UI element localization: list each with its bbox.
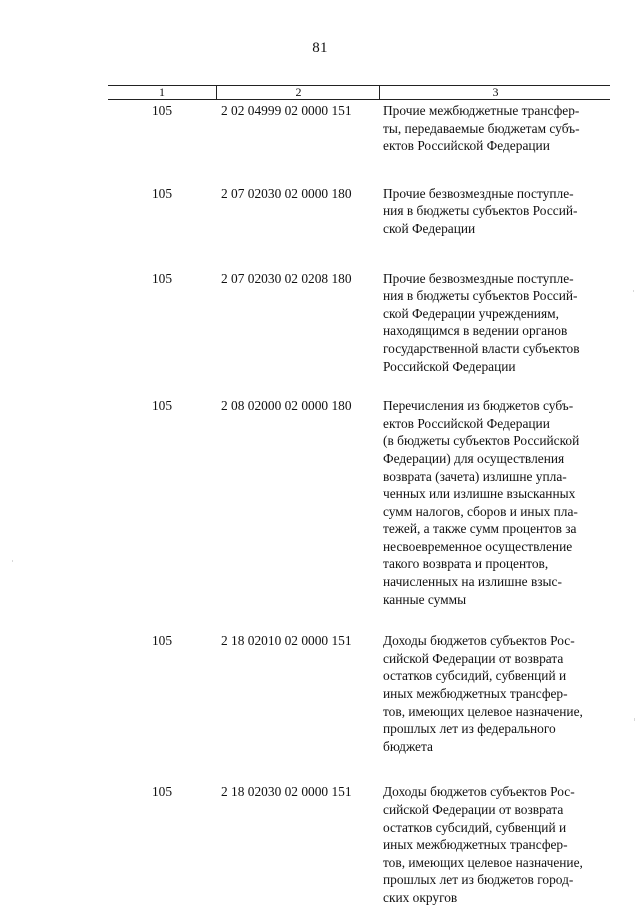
description-line: остатков субсидий, субвенций и (383, 819, 567, 835)
description-line: Прочие безвозмездные поступле- (383, 270, 574, 286)
description-line: сийской Федерации от возврата (383, 802, 564, 817)
budget-classification-code: 2 18 02030 02 0000 151 (221, 784, 352, 800)
description-line: прошлых лет из бюджетов город- (383, 872, 574, 888)
table-row (108, 185, 610, 238)
description-line: такого возврата и процентов, (383, 556, 549, 572)
admin-code: 105 (151, 270, 173, 286)
income-description (383, 270, 610, 376)
table-row (108, 397, 610, 608)
income-description (383, 185, 610, 238)
table-body (108, 102, 610, 907)
scan-speck (633, 290, 634, 292)
description-line: канные суммы (383, 591, 467, 607)
description-line: Перечисления из бюджетов субъ- (383, 398, 574, 414)
table-row (108, 102, 610, 155)
description-line: ской Федерации учреждениям, (383, 305, 559, 321)
table-row (108, 632, 610, 755)
budget-classification-code: 2 02 04999 02 0000 151 (221, 103, 352, 118)
table-row (108, 783, 610, 906)
description-line: (в бюджеты субъектов Российской (383, 433, 580, 449)
description-line: тов, имеющих целевое назначение, (383, 703, 583, 719)
admin-code: 105 (151, 185, 173, 201)
admin-code: 105 (151, 398, 173, 414)
page-number: 81 (312, 40, 328, 56)
budget-classification-code: 2 18 02010 02 0000 151 (221, 633, 352, 649)
description-line: находящимся в ведении органов (383, 323, 568, 339)
description-line: возврата (зачета) излишне упла- (383, 468, 567, 484)
description-line: Прочие безвозмездные поступле- (383, 185, 574, 201)
description-line: ния в бюджеты субъектов Россий- (383, 203, 578, 219)
scan-speck (12, 560, 13, 562)
description-line: ты, передаваемые бюджетам субъ- (383, 120, 580, 136)
description-line: Прочие межбюджетные трансфер- (383, 103, 580, 118)
description-line: сумм налогов, сборов и иных пла- (383, 503, 578, 519)
budget-classification-code: 2 07 02030 02 0000 180 (221, 185, 352, 201)
description-line: иных межбюджетных трансфер- (383, 686, 568, 702)
scan-speck (634, 718, 635, 721)
income-description (383, 397, 610, 608)
income-description (383, 783, 610, 906)
description-line: ченных или излишне взысканных (383, 486, 576, 502)
description-line: иных межбюджетных трансфер- (383, 837, 568, 853)
budget-classification-code: 2 07 02030 02 0208 180 (221, 270, 352, 286)
admin-code: 105 (151, 784, 173, 800)
column-header-1: 1 (159, 85, 165, 99)
description-line: Российской Федерации (383, 358, 516, 374)
description-line: сийской Федерации от возврата (383, 650, 564, 666)
table-header-row (108, 85, 610, 100)
table-row (108, 270, 610, 376)
description-line: бюджета (383, 738, 433, 754)
column-header-3: 3 (379, 86, 611, 99)
admin-code: 105 (151, 633, 173, 649)
description-line: тежей, а также сумм процентов за (383, 521, 577, 537)
description-line: Федерации) для осуществления (383, 450, 565, 466)
description-line: ектов Российской Федерации (383, 415, 550, 431)
description-line: тов, имеющих целевое назначение, (383, 854, 583, 870)
description-line: несвоевременное осуществление (383, 538, 573, 554)
description-line: остатков субсидий, субвенций и (383, 668, 567, 684)
column-header-2: 2 (216, 86, 380, 99)
description-line: Доходы бюджетов субъектов Рос- (383, 633, 575, 649)
budget-classification-code: 2 08 02000 02 0000 180 (221, 398, 352, 414)
description-line: ектов Российской Федерации (383, 138, 550, 154)
income-description (383, 102, 610, 155)
description-line: ской Федерации (383, 220, 476, 236)
description-line: ния в бюджеты субъектов Россий- (383, 288, 578, 304)
income-description (383, 632, 610, 755)
description-line: ских округов (383, 889, 458, 905)
description-line: государственной власти субъектов (383, 340, 580, 356)
description-line: начисленных на излишне взыс- (383, 574, 562, 590)
description-line: Доходы бюджетов субъектов Рос- (383, 784, 575, 800)
description-line: прошлых лет из федерального (383, 721, 556, 737)
admin-code: 105 (151, 103, 173, 118)
